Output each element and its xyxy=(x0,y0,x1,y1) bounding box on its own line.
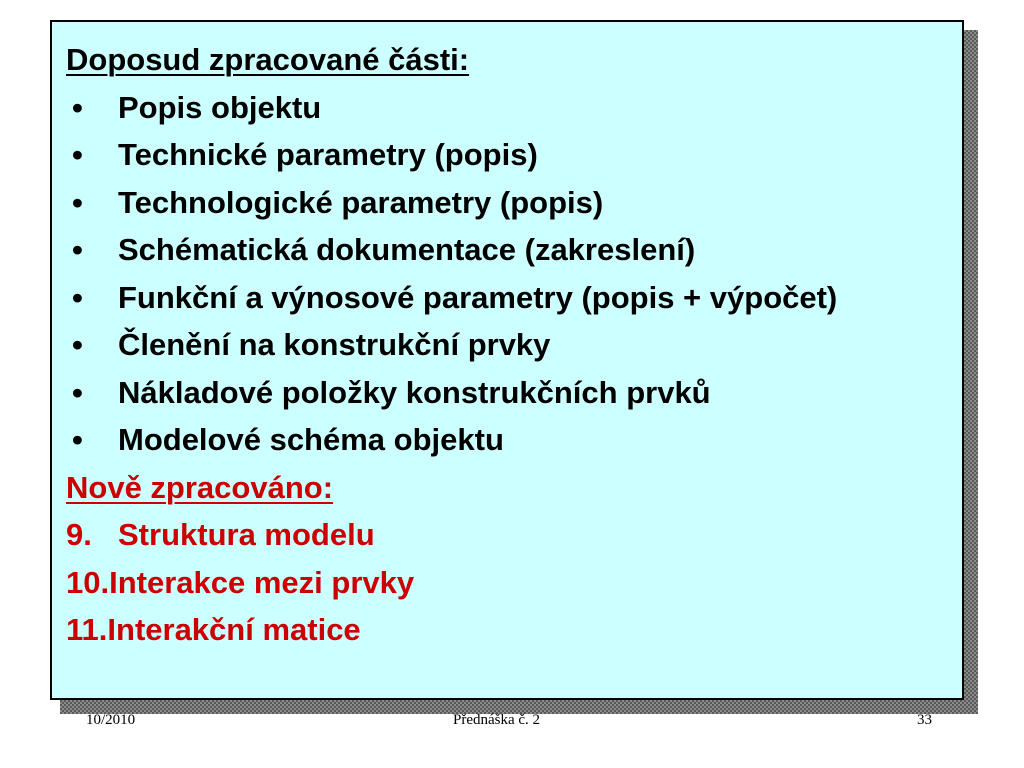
bullet-item xyxy=(66,131,950,179)
bullet-item xyxy=(66,179,950,227)
new-parts-heading: Nově zpracováno: xyxy=(66,469,334,505)
bullet-marker: • xyxy=(72,374,83,410)
numbered-text: Interakce mezi prvky xyxy=(109,564,415,600)
numbered-item xyxy=(66,559,950,607)
bullet-item xyxy=(66,226,950,274)
bullet-marker: • xyxy=(72,137,83,172)
numbered-text: Struktura modelu xyxy=(118,517,375,552)
bullet-marker: • xyxy=(72,327,83,362)
bullet-item xyxy=(66,84,950,132)
bullet-marker: • xyxy=(72,89,83,125)
numbered-text: Interakční matice xyxy=(107,612,361,647)
item-number: 10. xyxy=(66,564,110,600)
item-number: 11. xyxy=(66,612,108,647)
bullet-text: Technické parametry (popis) xyxy=(118,137,538,172)
bullet-marker: • xyxy=(72,279,83,315)
bullet-text: Nákladové položky konstrukčních prvků xyxy=(118,374,711,410)
done-parts-heading: Doposud zpracované části: xyxy=(66,42,470,77)
bullet-text: Schématická dokumentace (zakreslení) xyxy=(118,232,696,267)
bullet-marker: • xyxy=(72,184,83,220)
bullet-text: Funkční a výnosové parametry (popis + výpočet) xyxy=(118,279,838,315)
bullet-marker: • xyxy=(72,232,83,267)
bullet-text: Modelové schéma objektu xyxy=(118,422,504,457)
bullet-text: Popis objektu xyxy=(118,89,322,125)
footer-title: Přednáška č. 2 xyxy=(453,712,541,728)
bullet-item xyxy=(66,369,950,417)
bullet-text: Členění na konstrukční prvky xyxy=(118,327,551,362)
numbered-item xyxy=(66,606,950,654)
footer-page-number: 33 xyxy=(917,712,932,728)
bullet-text: Technologické parametry (popis) xyxy=(118,184,604,220)
bullet-item xyxy=(66,321,950,369)
content-box xyxy=(50,20,964,700)
item-number: 9. xyxy=(66,517,92,552)
bullet-item xyxy=(66,416,950,464)
bullet-item xyxy=(66,274,950,322)
bullet-marker: • xyxy=(72,422,83,457)
numbered-item xyxy=(66,511,950,559)
footer-date: 10/2010 xyxy=(86,712,136,728)
